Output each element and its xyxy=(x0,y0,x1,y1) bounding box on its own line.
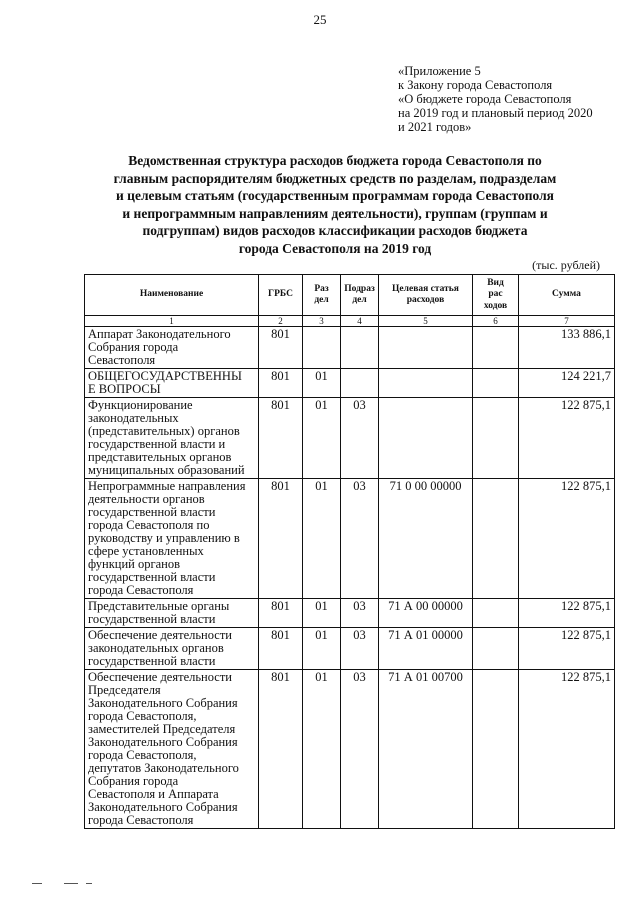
title-line: главным распорядителям бюджетных средств по разделам, подразделам xyxy=(113,170,557,186)
title-line: Ведомственная структура расходов бюджета города Севастополя по xyxy=(128,153,542,168)
row-name-line: Председателя xyxy=(88,683,161,697)
row-name xyxy=(85,479,259,599)
row-sum: 124 221,7 xyxy=(519,369,615,398)
row-csr: 71 А 01 00700 xyxy=(379,670,473,829)
row-name-line: Е ВОПРОСЫ xyxy=(88,382,161,396)
header-text: расходов xyxy=(406,295,445,305)
row-name-line: сфере установленных xyxy=(88,544,204,558)
expenditure-table xyxy=(84,274,615,829)
row-grbs: 801 xyxy=(259,599,303,628)
header-text: Наименование xyxy=(139,289,204,300)
header-text: ходов xyxy=(483,300,508,311)
row-vr xyxy=(473,398,519,479)
column-number: 5 xyxy=(379,316,473,327)
row-name-line: государственной власти xyxy=(88,654,216,668)
row-name-line: Собрания города xyxy=(88,340,179,354)
row-name xyxy=(85,599,259,628)
row-name xyxy=(85,327,259,369)
column-number: 3 xyxy=(303,316,341,327)
col-header-grbs xyxy=(259,275,303,316)
table-row xyxy=(85,670,615,829)
row-name-line: государственной власти xyxy=(88,612,216,626)
row-name-line: города Севастополя xyxy=(88,583,194,597)
row-csr xyxy=(379,369,473,398)
header-text: Подраз xyxy=(344,283,375,294)
header-text: дел xyxy=(314,295,329,305)
table-row xyxy=(85,479,615,599)
row-podrazdel: 03 xyxy=(341,398,379,479)
row-grbs: 801 xyxy=(259,479,303,599)
header-text: ГРБС xyxy=(268,289,293,300)
row-csr: 71 0 00 00000 xyxy=(379,479,473,599)
row-grbs: 801 xyxy=(259,398,303,479)
row-name-line: представительных органов xyxy=(88,450,232,464)
title-line: города Севастополя на 2019 год xyxy=(238,240,432,256)
appendix-line: «О бюджете города Севастополя xyxy=(398,92,572,106)
row-grbs: 801 xyxy=(259,327,303,369)
row-vr xyxy=(473,670,519,829)
row-name-line: Законодательного Собрания xyxy=(88,735,238,749)
row-name-line: Непрограммные направления xyxy=(88,479,246,493)
col-header-podrazdel xyxy=(341,275,379,316)
row-name-line: государственной власти и xyxy=(88,437,226,451)
column-number: 7 xyxy=(519,316,615,327)
row-name-line: Обеспечение деятельности xyxy=(88,670,233,684)
row-podrazdel: 03 xyxy=(341,628,379,670)
row-name-line: Севастополя и Аппарата xyxy=(88,787,219,801)
row-podrazdel xyxy=(341,369,379,398)
row-razdel: 01 xyxy=(303,398,341,479)
row-name-line: функций органов xyxy=(88,557,181,571)
scan-mark xyxy=(32,883,42,884)
row-name-line: города Севастополя по xyxy=(88,518,210,532)
appendix-line: на 2019 год и плановый период 2020 xyxy=(398,106,593,120)
row-razdel xyxy=(303,327,341,369)
row-name-line: Функционирование xyxy=(88,398,193,412)
row-csr: 71 А 00 00000 xyxy=(379,599,473,628)
scan-mark xyxy=(64,883,78,884)
row-csr xyxy=(379,398,473,479)
appendix-line: «Приложение 5 xyxy=(398,64,481,78)
row-name-line: ОБЩЕГОСУДАРСТВЕННЫ xyxy=(88,369,242,383)
row-name-line: Собрания города xyxy=(88,774,179,788)
row-name-line: руководству и управлению в xyxy=(88,531,240,545)
document-title xyxy=(100,152,570,257)
col-header-csr xyxy=(379,275,473,316)
row-sum: 122 875,1 xyxy=(519,599,615,628)
table-row xyxy=(85,628,615,670)
scan-mark xyxy=(86,883,92,884)
header-text: рас xyxy=(488,289,503,300)
table-row xyxy=(85,398,615,479)
units-note: (тыс. рублей) xyxy=(532,258,600,272)
row-name-line: деятельности органов xyxy=(88,492,205,506)
row-name-line: законодательных xyxy=(88,411,179,425)
row-name-line: государственной власти xyxy=(88,570,216,584)
column-number: 2 xyxy=(259,316,303,327)
row-sum: 122 875,1 xyxy=(519,628,615,670)
appendix-line: к Закону города Севастополя xyxy=(398,78,553,92)
col-header-sum xyxy=(519,275,615,316)
row-name xyxy=(85,628,259,670)
table-row xyxy=(85,327,615,369)
col-header-vr xyxy=(473,275,519,316)
title-line: и целевым статьям (государственным программам города Севастополя xyxy=(116,188,554,203)
row-grbs: 801 xyxy=(259,628,303,670)
row-name-line: государственной власти xyxy=(88,505,216,519)
row-name-line: Севастополя xyxy=(88,353,156,367)
row-name xyxy=(85,670,259,829)
row-name-line: города Севастополя, xyxy=(88,709,197,723)
appendix-note xyxy=(398,64,628,134)
table-header-row xyxy=(85,275,615,316)
column-number: 4 xyxy=(341,316,379,327)
title-line: подгруппам) видов расходов классификации расходов бюджета xyxy=(142,223,528,238)
row-csr: 71 А 01 00000 xyxy=(379,628,473,670)
row-name-line: Обеспечение деятельности xyxy=(88,628,233,642)
column-number-row xyxy=(85,316,615,327)
header-text: Сумма xyxy=(552,289,581,300)
row-podrazdel: 03 xyxy=(341,599,379,628)
header-text: дел xyxy=(352,295,367,305)
row-vr xyxy=(473,599,519,628)
row-name-line: законодательных органов xyxy=(88,641,224,655)
row-podrazdel: 03 xyxy=(341,670,379,829)
row-name xyxy=(85,398,259,479)
row-sum: 122 875,1 xyxy=(519,670,615,829)
row-grbs: 801 xyxy=(259,369,303,398)
row-vr xyxy=(473,327,519,369)
row-razdel: 01 xyxy=(303,369,341,398)
col-header-name xyxy=(85,275,259,316)
header-text: Раз xyxy=(314,283,329,294)
scan-marks xyxy=(0,883,640,893)
row-razdel: 01 xyxy=(303,628,341,670)
row-name xyxy=(85,369,259,398)
row-name-line: (представительных) органов xyxy=(88,424,240,438)
row-name-line: Законодательного Собрания xyxy=(88,696,238,710)
row-sum: 122 875,1 xyxy=(519,398,615,479)
row-razdel: 01 xyxy=(303,670,341,829)
header-text: Целевая статья xyxy=(392,283,459,294)
column-number: 6 xyxy=(473,316,519,327)
row-podrazdel xyxy=(341,327,379,369)
table-row xyxy=(85,369,615,398)
row-razdel: 01 xyxy=(303,479,341,599)
row-vr xyxy=(473,628,519,670)
row-vr xyxy=(473,479,519,599)
row-name-line: Аппарат Законодательного xyxy=(88,327,231,341)
row-podrazdel: 03 xyxy=(341,479,379,599)
page-number: 25 xyxy=(313,12,327,27)
row-name-line: Представительные органы xyxy=(88,599,230,613)
row-name-line: города Севастополя xyxy=(88,813,194,827)
appendix-line: и 2021 годов» xyxy=(398,120,472,134)
row-name-line: заместителей Председателя xyxy=(88,722,236,736)
row-name-line: муниципальных образований xyxy=(88,463,245,477)
row-name-line: депутатов Законодательного xyxy=(88,761,239,775)
header-text: Вид xyxy=(487,277,504,288)
col-header-razdel xyxy=(303,275,341,316)
row-sum: 133 886,1 xyxy=(519,327,615,369)
row-vr xyxy=(473,369,519,398)
row-csr xyxy=(379,327,473,369)
title-line: и непрограммным направлениям деятельности), группам (группам и xyxy=(122,205,548,221)
row-grbs: 801 xyxy=(259,670,303,829)
row-sum: 122 875,1 xyxy=(519,479,615,599)
row-name-line: города Севастополя, xyxy=(88,748,197,762)
table-row xyxy=(85,599,615,628)
column-number: 1 xyxy=(85,316,259,327)
row-razdel: 01 xyxy=(303,599,341,628)
row-name-line: Законодательного Собрания xyxy=(88,800,238,814)
